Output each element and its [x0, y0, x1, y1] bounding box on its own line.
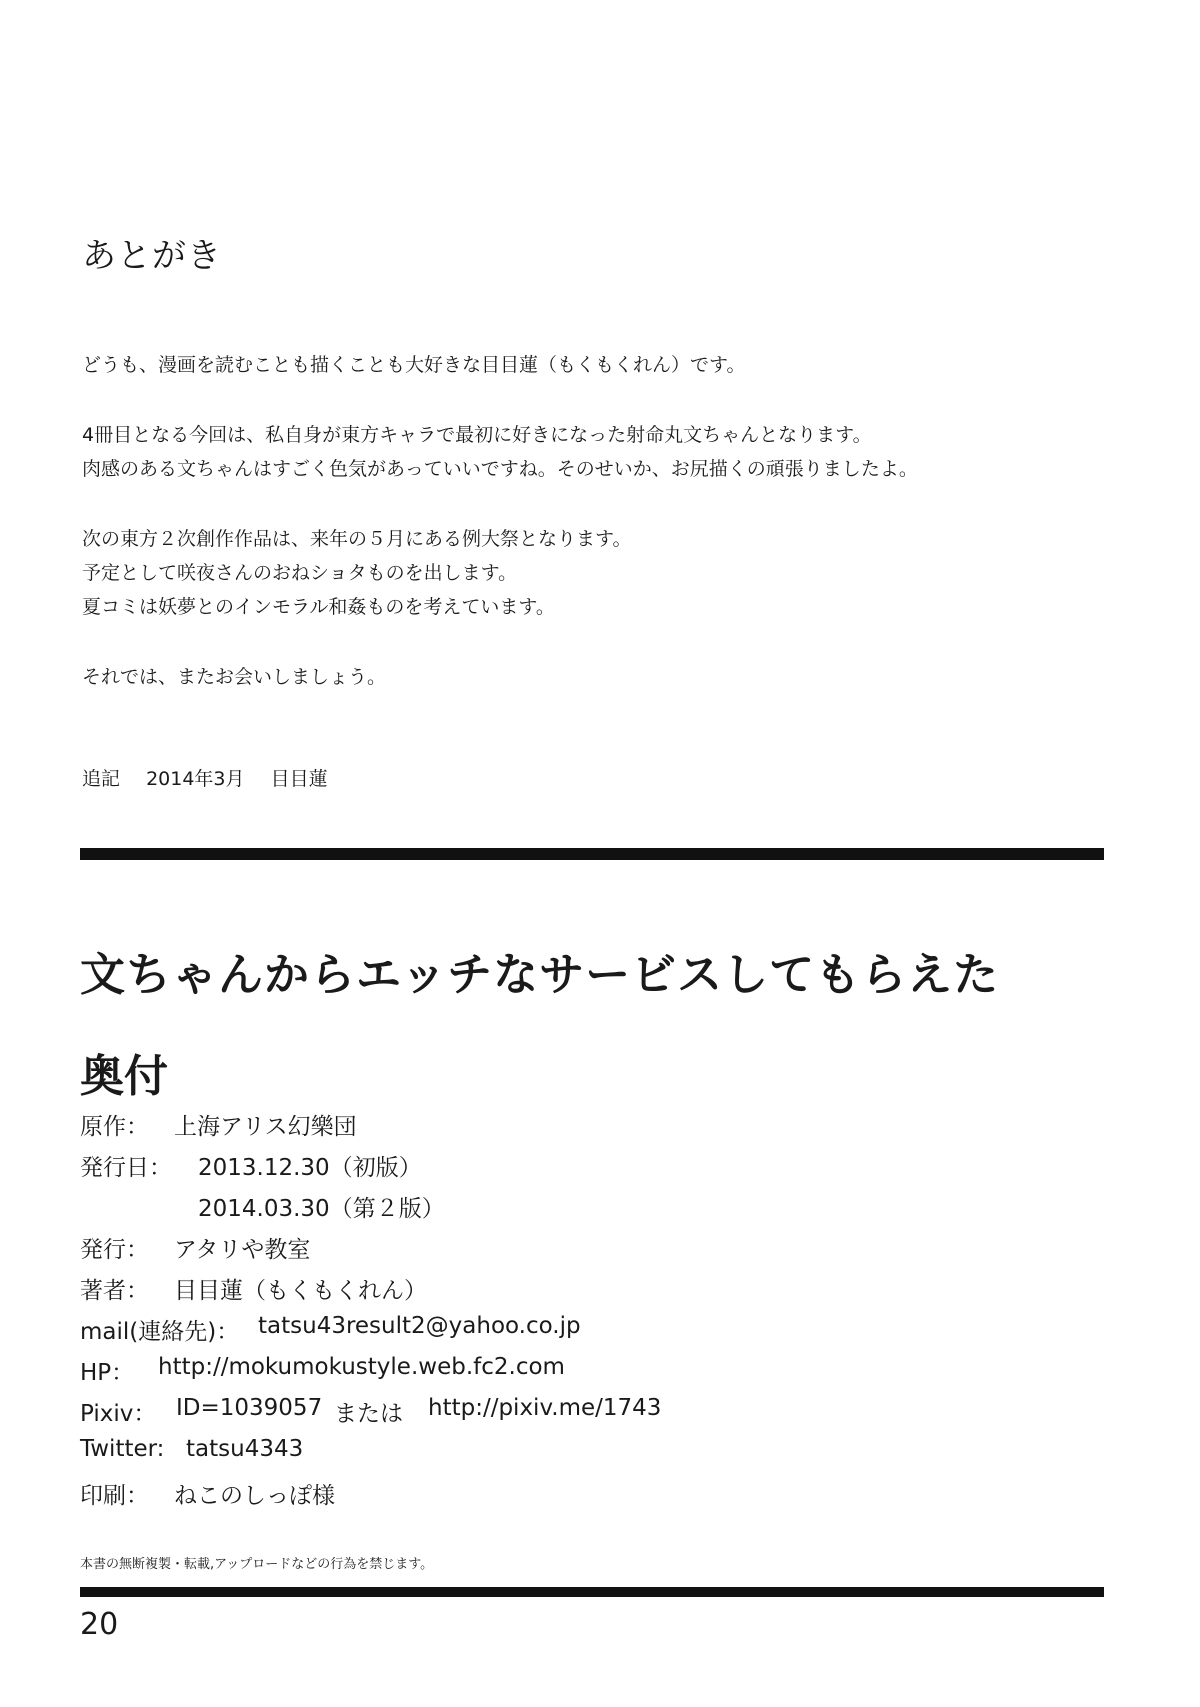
date-first: 2013.12.30（初版）	[198, 1155, 422, 1181]
colophon-row-twitter	[80, 1436, 304, 1462]
colophon-row-publisher	[80, 1231, 311, 1264]
copyright-notice: 本書の無断複製・転載,アップロードなどの行為を禁じます。	[80, 1557, 434, 1572]
original-label: 原作：	[80, 1114, 149, 1140]
print-label: 印刷：	[80, 1483, 149, 1509]
afterword-line: 肉感のある文ちゃんはすごく色気があっていいですね。そのせいか、お尻描くの頑張りましたよ。	[82, 458, 918, 480]
page-number: 20	[80, 1607, 119, 1642]
afterword-paragraph-3	[82, 522, 631, 624]
afterword-paragraph-4	[82, 660, 386, 694]
postscript	[82, 764, 348, 791]
afterword-line: 次の東方２次創作作品は、来年の５月にある例大祭となります。	[82, 528, 632, 550]
colophon-row-author	[80, 1272, 427, 1305]
colophon-row-date	[80, 1149, 422, 1182]
mail-label: mail(連絡先)：	[80, 1319, 240, 1345]
pixiv-link[interactable]: http://pixiv.me/1743	[428, 1395, 662, 1421]
date-second: 2014.03.30（第２版）	[198, 1196, 445, 1222]
mail-value[interactable]: tatsu43result2@yahoo.co.jp	[258, 1313, 581, 1339]
afterword-line: それでは、またお会いしましょう。	[82, 666, 387, 688]
author-value: 目目蓮（もくもくれん）	[174, 1278, 427, 1304]
hp-label: HP：	[80, 1360, 135, 1386]
colophon-heading: 奥付	[80, 1051, 168, 1102]
date-label: 発行日：	[80, 1155, 172, 1181]
author-label: 著者：	[80, 1278, 149, 1304]
afterword-line: 予定として咲夜さんのおねショタものを出します。	[82, 562, 518, 584]
colophon-row-mail	[80, 1313, 581, 1346]
pixiv-or: または	[334, 1401, 403, 1427]
divider-bottom	[80, 1587, 1104, 1597]
original-value: 上海アリス幻樂団	[174, 1114, 357, 1140]
colophon-row-print	[80, 1477, 335, 1510]
afterword-title: あとがき	[82, 236, 222, 276]
book-title: 文ちゃんからエッチなサービスしてもらえた	[80, 948, 1000, 1001]
afterword-paragraph-1	[82, 348, 745, 382]
colophon-row-hp	[80, 1354, 565, 1387]
publisher-value: アタリや教室	[174, 1237, 311, 1263]
print-value: ねこのしっぽ様	[174, 1483, 335, 1509]
divider-top	[80, 848, 1104, 860]
pixiv-id: ID=1039057	[176, 1395, 323, 1421]
hp-link[interactable]: http://mokumokustyle.web.fc2.com	[158, 1354, 565, 1380]
postscript-label: 追記	[82, 768, 121, 790]
afterword-line: 4冊目となる今回は、私自身が東方キャラで最初に好きになった射命丸文ちゃんとなります。	[82, 424, 872, 446]
afterword-paragraph-2	[82, 418, 918, 486]
colophon-row-original	[80, 1108, 357, 1141]
pixiv-label: Pixiv：	[80, 1401, 157, 1427]
afterword-line: 夏コミは妖夢とのインモラル和姦ものを考えています。	[82, 596, 555, 618]
postscript-date: 2014年3月	[146, 768, 245, 790]
afterword-line: どうも、漫画を読むことも描くことも大好きな目目蓮（もくもくれん）です。	[82, 354, 746, 376]
publisher-label: 発行：	[80, 1237, 149, 1263]
twitter-label: Twitter:	[80, 1436, 165, 1462]
colophon-row-pixiv	[80, 1395, 662, 1428]
postscript-author: 目目蓮	[270, 768, 328, 790]
twitter-value: tatsu4343	[186, 1436, 304, 1462]
